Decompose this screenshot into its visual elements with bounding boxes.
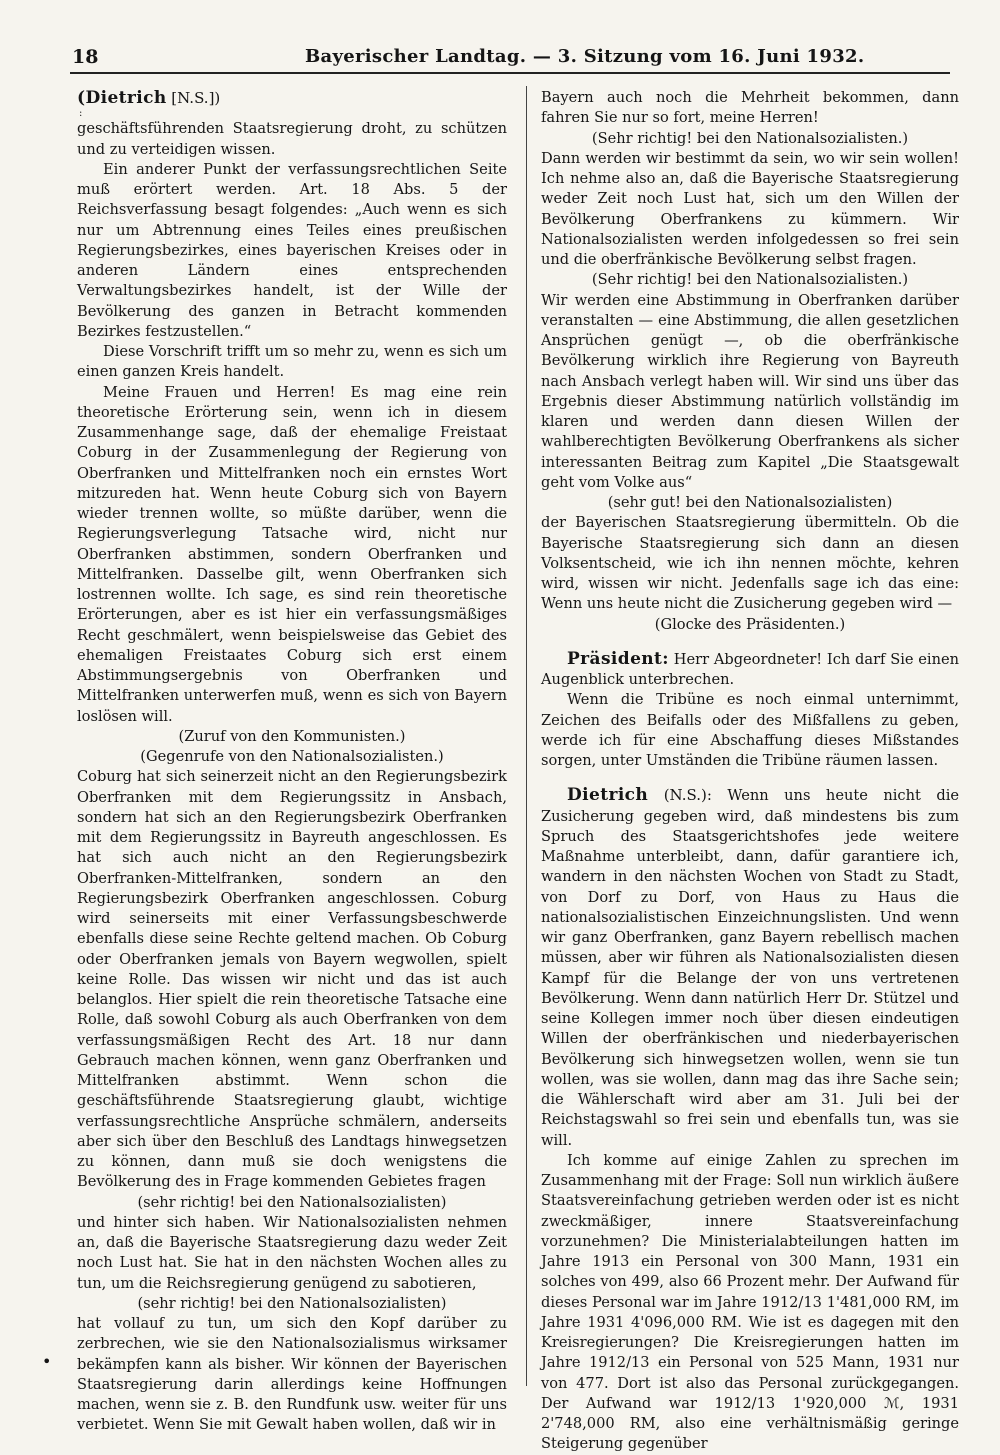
paragraph-text: Wenn uns heute nicht die Zusicherung gegeben wird, daß mindestens bis zum Spruch des Staatsgerichtshofes jede weitere Maßnahme unterbleibt, dann, dafür garantiere ich, wandern in den nächsten Wochen von Stadt zu Stadt, von Dorf zu Dorf, von Haus zu Haus die nationalsozialistischen Einzeichnungslisten. Und wenn wir ganz Oberfranken, ganz Bayern rebellisch machen müssen, aber wir führen als Nationalsozialisten diesen Kampf für die Belange der von uns vertretenen Bevölkerung. Wenn dann natürlich Herr Dr. Stützel und seine Kollegen immer noch über diesen eindeutigen Willen der oberfränkischen und niederbayerischen Bevölkerung sich hinwegsetzen wollen, wenn sie tun wollen, was sie wollen, dann mag das ihre Sache sein; die Wählerschaft wird aber am 31. Juli bei der Reichstagswahl so frei sein und ebenfalls tun, was sie will. (541, 787, 959, 1149)
paragraph: Ein anderer Punkt der verfassungsrechtlichen Seite muß erörtert werden. Art. 18 Abs. 5 der Reichsverfassung besagt folgendes: „Auch wenn es sich nur um Abtrennung eines Teiles eines preußischen Regierungsbezirkes, eines bayerischen Kreises oder in anderen Ländern eines entsprechenden Verwaltungsbezirkes handelt, ist der Wille der Bevölkerung des ganzen in Betracht kommenden Bezirkes festzustellen.“ (77, 160, 507, 340)
interjection: (Zuruf von den Kommunisten.) (178, 727, 406, 745)
paragraph: Dann werden wir bestimmt da sein, wo wir sein wollen! Ich nehme also an, daß die Bayerische Staatsregierung weder Zeit noch Lust hat, sich um den Willen der Bevölkerung Oberfrankens zu kümmern. Wir Nationalsozialisten werden infolgedessen so frei sein und die oberfränkische Bevölkerung selbst fragen. (541, 149, 959, 268)
interjection: (sehr gut! bei den Nationalsozialisten) (607, 494, 893, 511)
speaker-name: (Dietrich (77, 88, 167, 108)
dietrich-paragraph (541, 785, 959, 1151)
paragraph: Bayern auch noch die Mehrheit bekommen, dann fahren Sie nur so fort, meine Herren! (541, 89, 959, 127)
left-column (77, 88, 507, 1436)
right-column (541, 88, 959, 1455)
paragraph: Coburg hat sich seinerzeit nicht an den Regierungsbezirk Oberfranken mit dem Regierungssitz in Ansbach, sondern hat sich an den Regierungsbezirk Oberfranken mit dem Regierungssitz in Bayreuth angeschlossen. Es hat sich auch nicht an den Regierungsbezirk Oberfranken-Mittelfranken, sondern an den Regierungsbezirk Oberfranken angeschlossen. Coburg wird seinerseits mit einer Verfassungsbeschwerde ebenfalls diese seine Rechte geltend machen. Ob Coburg oder Oberfranken jemals von Bayern wegwollen, spielt keine Rolle. Das wissen wir nicht und das ist auch belanglos. Hier spielt die rein theoretische Tatsache eine Rolle, daß sowohl Coburg als auch Oberfranken von dem verfassungsmäßigen Recht des Art. 18 nur dann Gebrauch machen können, wenn ganz Oberfranken und Mittelfranken abstimmt. Wenn schon die geschäftsführende Staatsregierung glaubt, wichtige verfassungsrechtliche Ansprüche schmälern, anderseits aber sich über den Beschluß des Landtags hinwegsetzen zu können, dann muß sie doch wenigstens die Bevölkerung des in Frage kommenden Gebietes fragen (77, 768, 507, 1191)
interjection: (sehr richtig! bei den Nationalsozialisten) (137, 1294, 447, 1312)
interjection: (Glocke des Präsidenten.) (654, 615, 846, 633)
president-paragraph (541, 649, 959, 691)
interjection: (sehr richtig! bei den Nationalsozialisten) (137, 1193, 447, 1211)
speaker-party: [N.S.]) (171, 89, 221, 107)
paragraph-text: Herr Abgeordneter! Ich darf Sie einen Augenblick unterbrechen. (541, 650, 959, 688)
interjection: (Gegenrufe von den Nationalsozialisten.) (140, 748, 444, 765)
column-divider (526, 86, 527, 1386)
spacer (541, 635, 959, 649)
paragraph: der Bayerischen Staatsregierung übermitteln. Ob die Bayerische Staatsregierung sich dann an diesen Volksentscheid, wie ich ihn nennen möchte, kehren wird, wissen wir nicht. Jedenfalls sage ich das eine: Wenn uns heute nicht die Zusicherung gegeben wird — (541, 514, 959, 613)
speaker-name-dietrich: Dietrich (567, 785, 649, 806)
interjection: (Sehr richtig! bei den Nationalsozialisten.) (591, 129, 909, 147)
page-number: 18 (72, 46, 99, 68)
interjection: (Sehr richtig! bei den Nationalsozialisten.) (591, 271, 909, 289)
paragraph: Wenn die Tribüne es noch einmal unternimmt, Zeichen des Beifalls oder des Mißfallens zu geben, werde ich für eine Abschaffung dieses Mißstandes sorgen, unter Umständen die Tribüne räumen lassen. (541, 691, 959, 769)
continuation-mark: : (79, 108, 83, 120)
paragraph: Diese Vorschrift trifft um so mehr zu, wenn es sich um einen ganzen Kreis handelt. (77, 343, 507, 381)
page-header (70, 44, 950, 74)
paragraph: Wir werden eine Abstimmung in Oberfranken darüber veranstalten — eine Abstimmung, die allen gesetzlichen Ansprüchen genügt —, ob die oberfränkische Bevölkerung wirklich ihre Regierung von Bayreuth nach Ansbach verlegt haben will. Wir sind uns über das Ergebnis dieser Abstimmung natürlich vollständig im klaren und werden dann diesen Willen der wahlberechtigten Bevölkerung Oberfrankens als sicher interessanten Beitrag zum Kapitel „Die Staatsgewalt geht vom Volke aus“ (541, 291, 959, 491)
speaker-party: (N.S.): (663, 786, 712, 805)
paragraph: Meine Frauen und Herren! Es mag eine rein theoretische Erörterung sein, wenn ich in diesem Zusammenhange sage, daß der ehemalige Freistaat Coburg in der Zusammenlegung der Regierung von Oberfranken und Mittelfranken noch ein ernstes Wort mitzureden hat. Wenn heute Coburg sich von Bayern wieder trennen wollte, so müßte darüber, wenn die Regierungsverlegung Tatsache wird, nicht nur Oberfranken abstimmen, sondern Oberfranken und Mittelfranken. Dasselbe gilt, wenn Oberfranken sich lostrennen wollte. Ich sage, es sind rein theoretische Erörterungen, aber es ist hier ein verfassungsmäßiges Recht geschmälert, wenn beispielsweise das Gebiet des ehemaligen Freistaates Coburg sich erst einem Abstimmungsergebnis von Oberfranken und Mittelfranken unterwerfen muß, wenn es sich von Bayern loslösen will. (77, 383, 507, 725)
margin-dot: • (42, 1352, 52, 1371)
running-head: Bayerischer Landtag. — 3. Sitzung vom 16. Juni 1932. (305, 46, 865, 67)
paragraph: geschäftsführenden Staatsregierung droht, zu schützen und zu verteidigen wissen. (77, 120, 507, 158)
spacer (541, 771, 959, 785)
speaker-name-president: Präsident: (567, 648, 669, 669)
speaker-heading (77, 88, 507, 109)
paragraph: hat vollauf zu tun, um sich den Kopf darüber zu zerbrechen, wie sie den Nationalsozialismus wirksamer bekämpfen kann als bisher. Wir können der Bayerischen Staatsregierung darin allerdings keine Hoffnungen machen, wenn sie z. B. den Rundfunk usw. weiter für uns verbietet. Wenn Sie mit Gewalt haben wollen, daß wir in (77, 1315, 507, 1434)
paragraph: Ich komme auf einige Zahlen zu sprechen im Zusammenhang mit der Frage: Soll nun wirklich äußere Staatsvereinfachung getrieben werden oder ist es nicht zweckmäßiger, innere Staatsvereinfachung vorzunehmen? Die Ministerialabteilungen hatten im Jahre 1913 ein Personal von 300 Mann, 1931 ein solches von 499, also 66 Prozent mehr. Der Aufwand für dieses Personal war im Jahre 1912/13 1'481,000 RM, im Jahre 1931 4'096,000 RM. Wie ist es dagegen mit den Kreisregierungen? Die Kreisregierungen hatten im Jahre 1912/13 ein Personal von 525 Mann, 1931 nur von 477. Dort ist also das Personal zurückgegangen. Der Aufwand war 1912/13 1'920,000 ℳ, 1931 2'748,000 RM, also eine verhältnismäßig geringe Steigerung gegenüber (541, 1151, 959, 1453)
paragraph: und hinter sich haben. Wir Nationalsozialisten nehmen an, daß die Bayerische Staatsregierung dazu weder Zeit noch Lust hat. Sie hat in den nächsten Wochen alles zu tun, um die Reichsregierung genügend zu sabotieren, (77, 1213, 507, 1292)
